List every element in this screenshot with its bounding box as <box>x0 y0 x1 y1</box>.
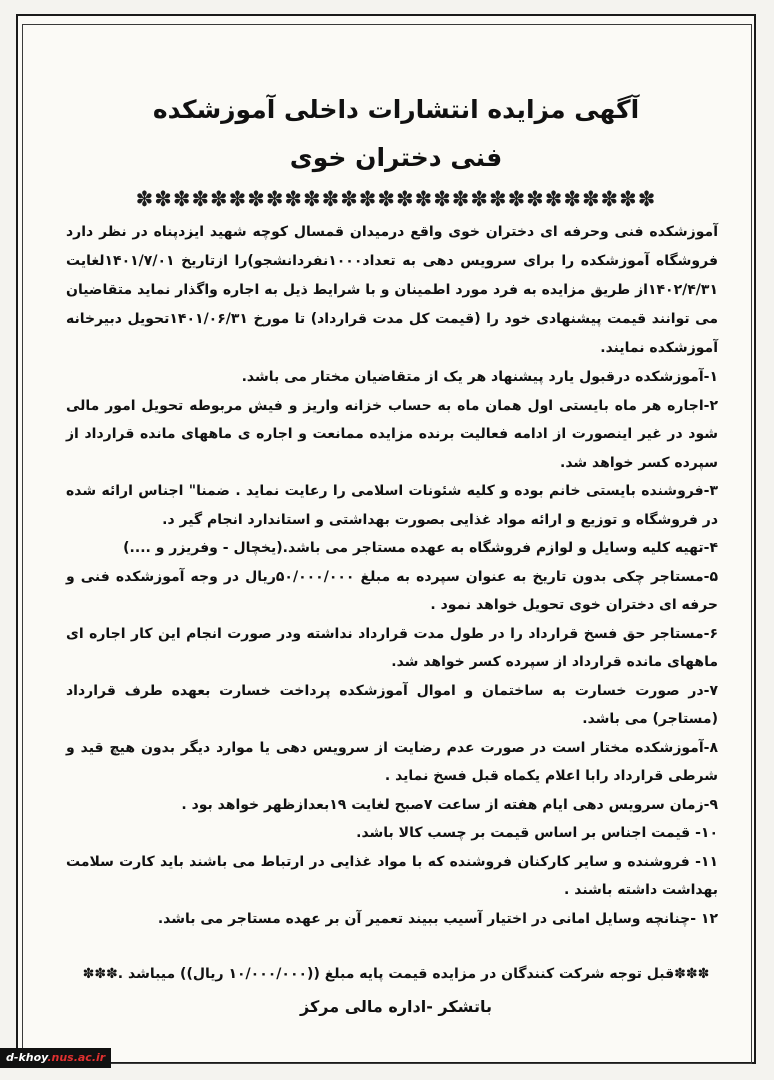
announcement-body <box>60 88 732 1023</box>
site-watermark <box>0 1048 111 1068</box>
condition-item: ۳-فروشنده بایستی خانم بوده و کلیه شئونات اسلامی را رعایت نماید . ضمنا" اجناس ارائه شده در فروشگاه و توزیع و ارائه مواد غذایی بصورت بهداشتی و استاندارد انجام گیر د. <box>66 483 718 528</box>
condition-item: ۱۲ -چنانچه وسایل امانی در اختیار آسیب ببیند تعمیر آن بر عهده مستاجر می باشد. <box>157 910 718 927</box>
condition-item: ۷-در صورت خسارت به ساختمان و اموال آموزشکده پرداخت خسارت بعهده طرف قرارداد (مستاجر) می باشد. <box>66 682 718 727</box>
signature: باتشکر -اداره مالی مرکز <box>300 997 492 1016</box>
announcement-subtitle: فنی دختران خوی <box>289 143 503 172</box>
intro-paragraph: آموزشکده فنی وحرفه ای دختران خوی واقع درمیدان قمسال کوچه شهید ایزدپناه در نظر دارد فروشگاه آموزشکده را برای سرویس دهی به تعداد۱۰۰۰نفردانشجو)را ازتاریخ ۱۴۰۱/۷/۰۱لغایت ۱۴۰۲/۴/۳۱از طریق مزایده به فرد مورد اطمینان و با شرایط ذیل به اجاره واگذار نماید متقاضیان می توانند قیمت پیشنهادی خود را (قیمت کل مدت قرارداد) تا مورخ ۱۴۰۱/۰۶/۳۱تحویل دبیرخانه آموزشکده نمایند. <box>66 224 719 356</box>
condition-item: ۲-اجاره هر ماه بایستی اول همان ماه به حساب خزانه واریز و فیش مربوطه تحویل امور مالی شود در غیر اینصورت از ادامه فعالیت برنده مزایده ممانعت و اجاره ی ماههای مانده قرارداد از سپرده کسر خواهد شد. <box>66 397 718 471</box>
star-separator: ✽✽✽✽✽✽✽✽✽✽✽✽✽✽✽✽✽✽✽✽✽✽✽✽✽✽✽✽ <box>135 187 657 211</box>
watermark-domain: .nus.ac.ir <box>47 1051 106 1064</box>
condition-item: ۱۰- قیمت اجناس بر اساس قیمت بر چسب کالا باشد. <box>356 825 718 841</box>
condition-item: ۱۱- فروشنده و سایر کارکنان فروشنده که با مواد غذایی در ارتباط می باشند باید کارت سلامت بهداشت داشته باشند . <box>66 853 718 898</box>
condition-item: ۴-تهیه کلیه وسایل و لوازم فروشگاه به عهده مستاجر می باشد.(یخچال - وفریزر و ....) <box>123 540 718 556</box>
announcement-title: آگهی مزایده انتشارات داخلی آموزشکده <box>152 95 640 124</box>
condition-item: ۵-مستاجر چکی بدون تاریخ به عنوان سپرده به مبلغ ۵۰/۰۰۰/۰۰۰ریال در وجه آموزشکده فنی و حرفه ای دختران خوی تحویل خواهد نمود . <box>66 568 718 613</box>
condition-item: ۹-زمان سرویس دهی ایام هفته از ساعت ۷صبح لغایت ۱۹بعدازظهر خواهد بود . <box>181 796 718 813</box>
condition-item: ۶-مستاجر حق فسخ قرارداد را در طول مدت قرارداد نداشته ودر صورت انجام این کار اجاره ای ماههای مانده قرارداد از سپرده کسر خواهد شد. <box>66 625 718 670</box>
base-price-note: ✽✽✽قبل توجه شرکت کنندگان در مزایده قیمت پایه مبلغ ((۱۰/۰۰۰/۰۰۰ ریال)) میباشد .✽✽✽ <box>82 966 710 982</box>
condition-item: ۸-آموزشکده مختار است در صورت عدم رضایت از سرویس دهی یا موارد دیگر بدون هیچ قید و شرطی قرارداد رابا اعلام یکماه قبل فسخ نماید . <box>66 739 718 784</box>
watermark-prefix: d-khoy <box>6 1051 48 1064</box>
condition-item: ۱-آموزشکده درقبول یارد پیشنهاد هر یک از متقاضیان مختار می باشد. <box>241 369 718 385</box>
